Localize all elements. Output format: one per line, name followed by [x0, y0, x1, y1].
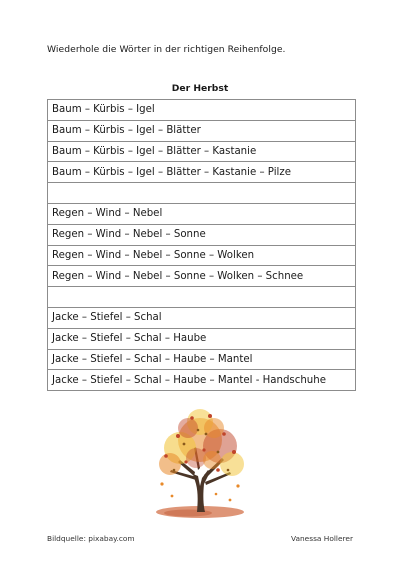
table-row	[48, 162, 356, 183]
word-cell	[48, 183, 356, 204]
word-cell	[48, 287, 356, 308]
word-cell: Jacke – Stiefel – Schal – Haube – Mantel - Handschuhe	[48, 370, 356, 391]
word-cell: Regen – Wind – Nebel – Sonne – Wolken – Schnee	[48, 266, 356, 287]
table-row	[48, 100, 356, 121]
word-cell: Regen – Wind – Nebel	[48, 203, 356, 224]
table-row	[48, 328, 356, 349]
word-cell: Jacke – Stiefel – Schal – Haube – Mantel	[48, 349, 356, 370]
word-cell: Regen – Wind – Nebel – Sonne	[48, 224, 356, 245]
worksheet-title: Der Herbst	[171, 83, 229, 94]
table-row	[48, 266, 356, 287]
table-row	[48, 245, 356, 266]
word-cell: Baum – Kürbis – Igel – Blätter	[48, 120, 356, 141]
word-cell: Baum – Kürbis – Igel – Blätter – Kastanie	[48, 141, 356, 162]
word-sequence-table	[47, 99, 356, 391]
word-cell: Baum – Kürbis – Igel	[48, 100, 356, 121]
table-row	[48, 141, 356, 162]
author-name: Vanessa Hollerer	[290, 534, 353, 543]
table-row	[48, 203, 356, 224]
word-cell: Regen – Wind – Nebel – Sonne – Wolken	[48, 245, 356, 266]
word-cell: Jacke – Stiefel – Schal	[48, 307, 356, 328]
table-row	[48, 307, 356, 328]
table-row	[48, 120, 356, 141]
table-row	[48, 224, 356, 245]
instruction-text: Wiederhole die Wörter in der richtigen Reihenfolge.	[47, 44, 286, 55]
table-row	[48, 370, 356, 391]
table-row-empty	[48, 183, 356, 204]
image-credit: Bildquelle: pixabay.com	[47, 534, 135, 543]
table-row	[48, 349, 356, 370]
word-cell: Baum – Kürbis – Igel – Blätter – Kastanie – Pilze	[48, 162, 356, 183]
autumn-tree-icon	[148, 400, 252, 522]
table-row-empty	[48, 287, 356, 308]
word-cell: Jacke – Stiefel – Schal – Haube	[48, 328, 356, 349]
